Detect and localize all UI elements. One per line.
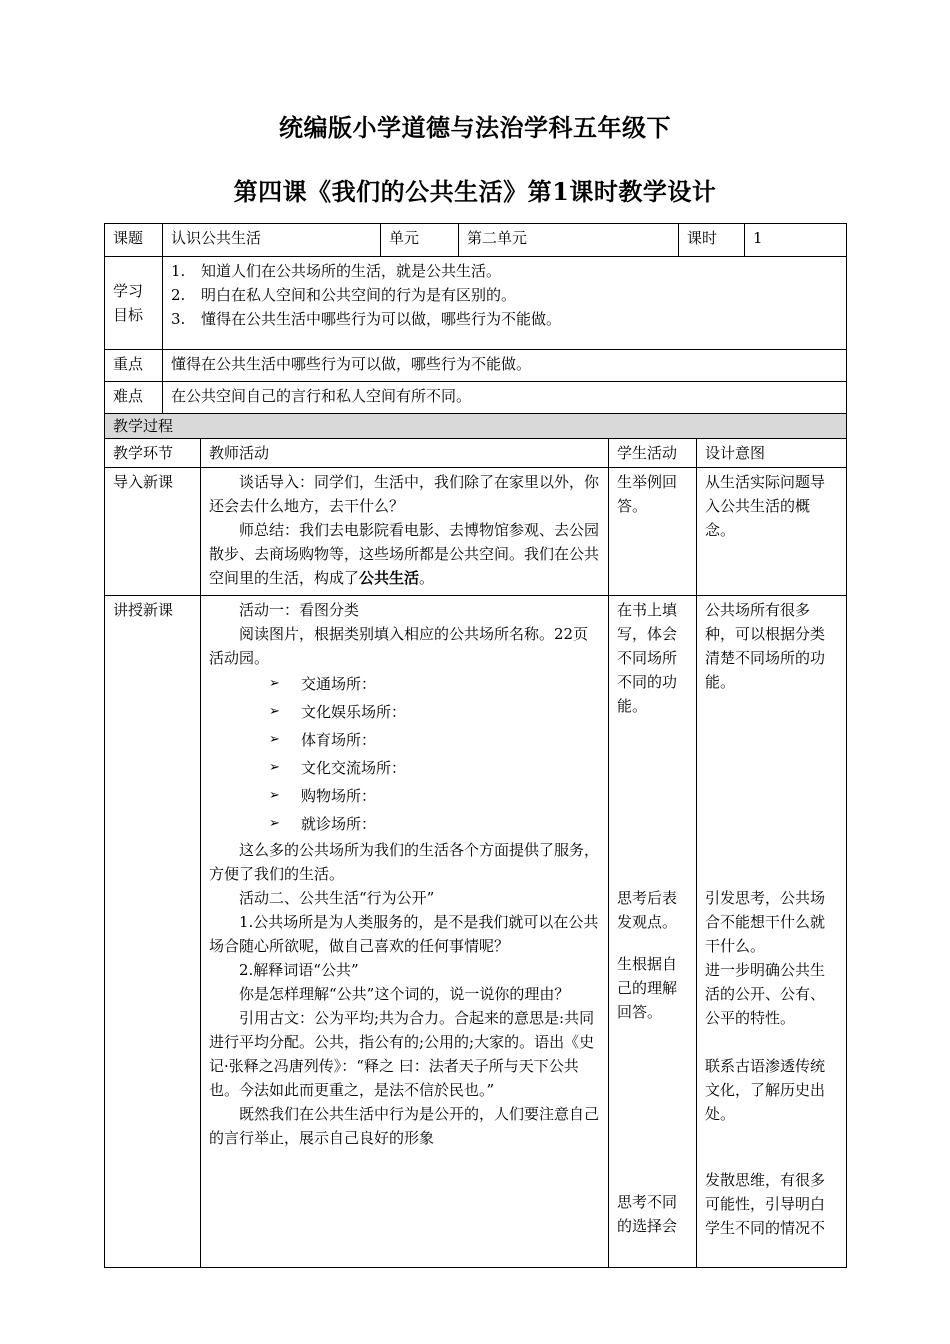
- topic-value: 认识公共生活: [163, 224, 381, 257]
- keyword-public-life: 公共生活: [359, 569, 420, 587]
- objective-item: 3. 懂得在公共生活中哪些行为可以做，哪些行为不能做。: [171, 310, 562, 328]
- list-item: ➢ 购物场所：: [209, 782, 600, 810]
- document-title-line2: 第四课《我们的公共生活》第1课时教学设计: [233, 177, 717, 206]
- topic-label: 课题: [105, 224, 163, 257]
- column-header-teacher: 教师活动: [201, 439, 609, 468]
- process-header: 教学过程: [105, 414, 847, 439]
- column-header-student: 学生活动: [609, 439, 697, 468]
- new-teacher-activity: 活动一：看图分类 阅读图片，根据类别填入相应的公共场所名称。22页活动园。 ➢ 交通场所： ➢ 文化娱乐场所： ➢ 体育场所： ➢ 文化交流场所： ➢ 购物场所： ➢ 就诊场所： 这么多的公共场所为我们的生活各个方面提供了服务，方便了我们的生活。 活动二、公共生活“行为公开” 1.公共场所是为人类服务的，是不是我们就可以在公共场合随心所欲呢，做自己喜欢的任何事情呢？ 2.解释词语“公共” 你是怎样理解“公共”这个词的，说一说你的理由？ 引用古文：公为平均;共为合力。合起来的意思是:共同进行平均分配。公共，指公有的;公用的;大家的。语出《史记·张释之冯唐列传》：“释之 曰：法者天子所与天下公共也。今法如此而更重之，是法不信於民也。” 既然我们在公共生活中行为是公开的，人们要注意自己的言行举止，展示自己良好的形象: [201, 596, 609, 1268]
- key-point-label: 重点: [105, 350, 163, 382]
- objectives-list: [163, 257, 847, 350]
- list-item: ➢ 文化娱乐场所：: [209, 698, 600, 726]
- unit-value: 第二单元: [459, 224, 679, 257]
- intro-teacher-activity: 谈话导入：同学们，生活中，我们除了在家里以外，你还会去什么地方，去干什么？ 师总结：我们去电影院看电影、去博物馆参观、去公园散步、去商场购物等，这些场所都是公共空间。我们在公共空间里的生活，构成了公共生活。: [201, 468, 609, 596]
- document-title-line1: 统编版小学道德与法治学科五年级下: [279, 113, 671, 142]
- list-item: ➢ 体育场所：: [209, 726, 600, 754]
- new-student-activity: 在书上填写，体会不同场所不同的功能。 思考后表发观点。 生根据自己的理解回答。 思考不同的选择会: [609, 596, 697, 1268]
- list-item: ➢ 就诊场所：: [209, 810, 600, 838]
- new-stage: 讲授新课: [105, 596, 201, 1268]
- arrow-bullet-icon: ➢: [269, 760, 280, 775]
- column-header-intent: 设计意图: [697, 439, 847, 468]
- difficulty-label: 难点: [105, 382, 163, 414]
- key-point-text: 懂得在公共生活中哪些行为可以做，哪些行为不能做。: [163, 350, 847, 382]
- column-header-stage: 教学环节: [105, 439, 201, 468]
- arrow-bullet-icon: ➢: [269, 788, 280, 803]
- objectives-label: 学习 目标: [105, 257, 163, 350]
- objective-item: 1. 知道人们在公共场所的生活，就是公共生活。: [171, 262, 502, 280]
- arrow-bullet-icon: ➢: [269, 676, 280, 691]
- difficulty-text: 在公共空间自己的言行和私人空间有所不同。: [163, 382, 847, 414]
- arrow-bullet-icon: ➢: [269, 816, 280, 831]
- process-table: [104, 413, 847, 1268]
- unit-label: 单元: [381, 224, 459, 257]
- period-label: 课时: [679, 224, 745, 257]
- new-design-intent: 公共场所有很多种，可以根据分类清楚不同场所的功能。 引发思考，公共场合不能想干什么就干什么。 进一步明确公共生活的公开、公有、公平的特性。 联系古语渗透传统文化，了解历史出处。 发散思维，有很多可能性，引导明白学生不同的情况不: [697, 596, 847, 1268]
- info-table: [104, 223, 847, 414]
- intro-design-intent: 从生活实际问题导入公共生活的概念。: [697, 468, 847, 596]
- arrow-bullet-icon: ➢: [269, 704, 280, 719]
- arrow-bullet-icon: ➢: [269, 732, 280, 747]
- list-item: ➢ 文化交流场所：: [209, 754, 600, 782]
- period-value: 1: [745, 224, 847, 257]
- objective-item: 2. 明白在私人空间和公共空间的行为是有区别的。: [171, 286, 517, 304]
- intro-stage: 导入新课: [105, 468, 201, 596]
- list-item: ➢ 交通场所：: [209, 670, 600, 698]
- intro-student-activity: 生举例回答。: [609, 468, 697, 596]
